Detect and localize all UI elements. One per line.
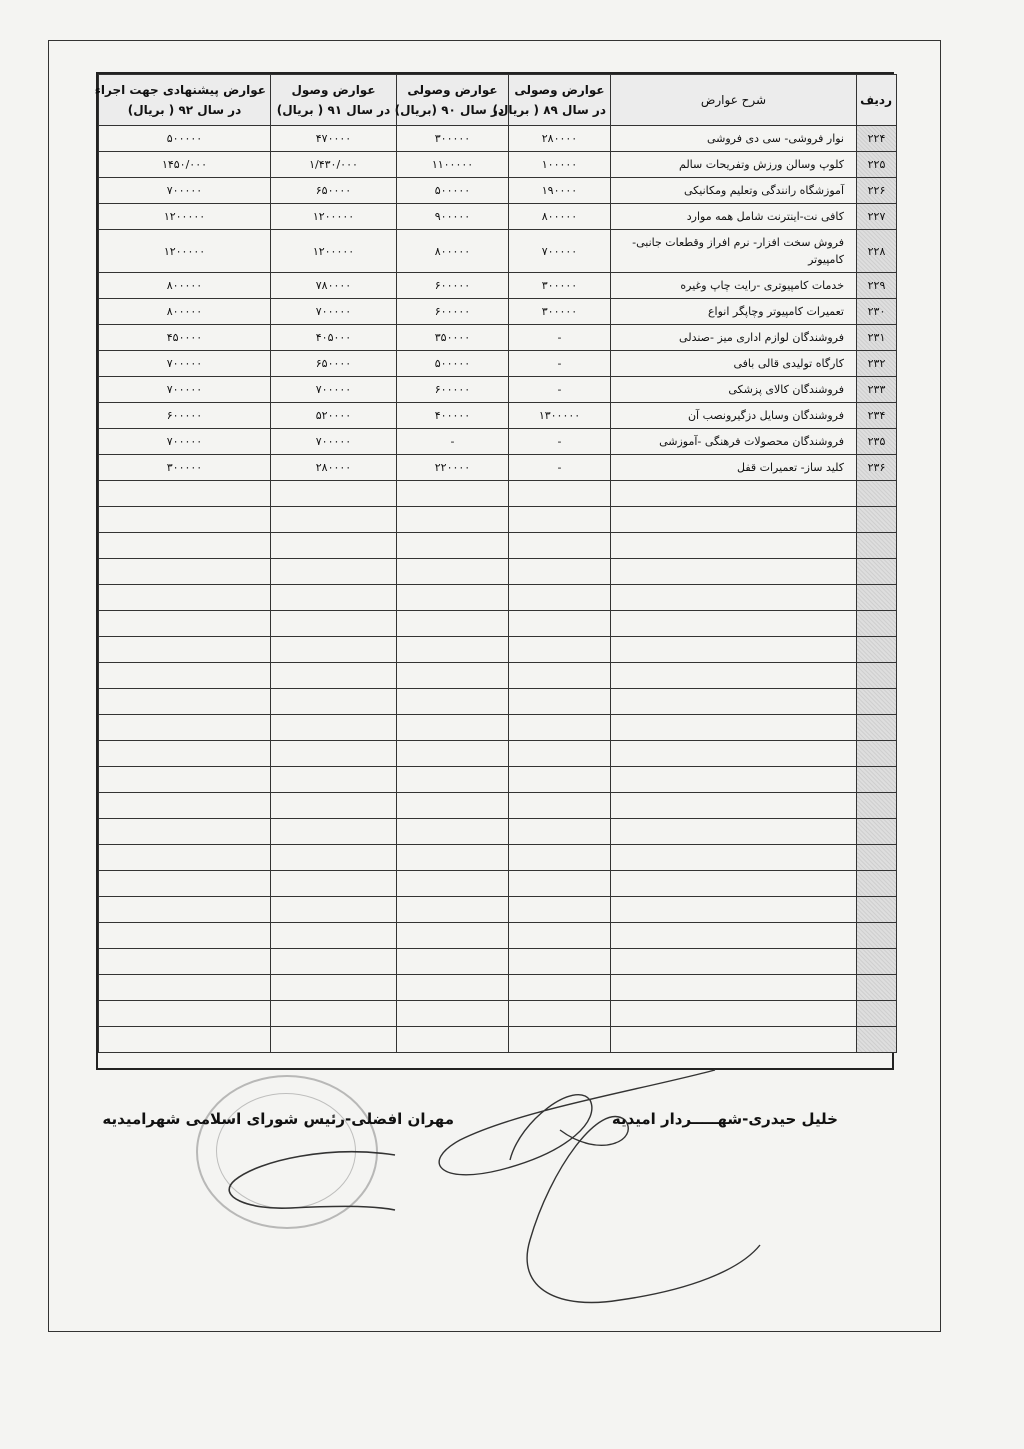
council-head-signature-caption: مهران افضلی-رئیس شورای اسلامی شهرامیدیه (102, 1110, 454, 1128)
cell-year-92: ۷۰۰۰۰۰ (99, 178, 271, 204)
empty-cell (509, 845, 611, 871)
cell-year-89: ۸۰۰۰۰۰ (509, 204, 611, 230)
empty-cell (857, 637, 897, 663)
cell-year-92: ۳۰۰۰۰۰ (99, 455, 271, 481)
empty-cell (611, 507, 857, 533)
header-year-92-subtitle: در سال ۹۲ ( بریال) (127, 103, 242, 117)
empty-table-row (99, 949, 897, 975)
table-row (99, 429, 897, 455)
empty-cell (857, 949, 897, 975)
header-year-91-title: عوارض وصول (291, 83, 376, 97)
empty-cell (509, 663, 611, 689)
empty-cell (271, 1027, 397, 1053)
cell-year-92: ۴۵۰۰۰۰ (99, 325, 271, 351)
empty-cell (857, 923, 897, 949)
cell-year-91: ۷۰۰۰۰۰ (271, 429, 397, 455)
empty-cell (397, 845, 509, 871)
cell-year-89: ۳۰۰۰۰۰ (509, 273, 611, 299)
empty-cell (271, 767, 397, 793)
empty-table-row (99, 975, 897, 1001)
empty-cell (99, 507, 271, 533)
header-year-91-subtitle: در سال ۹۱ ( بریال) (276, 103, 391, 117)
empty-cell (509, 637, 611, 663)
empty-cell (99, 923, 271, 949)
empty-table-row (99, 663, 897, 689)
empty-cell (99, 715, 271, 741)
cell-year-90: ۹۰۰۰۰۰ (397, 204, 509, 230)
empty-cell (509, 897, 611, 923)
empty-table-row (99, 481, 897, 507)
cell-year-91: ۱۲۰۰۰۰۰ (271, 230, 397, 273)
header-row-number: ردیف (857, 75, 897, 126)
empty-cell (271, 923, 397, 949)
empty-cell (271, 1001, 397, 1027)
cell-year-89: - (509, 325, 611, 351)
empty-cell (611, 533, 857, 559)
empty-cell (857, 819, 897, 845)
empty-cell (99, 533, 271, 559)
cell-year-91: ۱/۴۳۰/۰۰۰ (271, 152, 397, 178)
empty-table-row (99, 1001, 897, 1027)
empty-cell (857, 663, 897, 689)
table-row (99, 351, 897, 377)
empty-cell (509, 481, 611, 507)
table-row (99, 152, 897, 178)
cell-year-90: ۲۲۰۰۰۰ (397, 455, 509, 481)
row-number: ۲۳۲ (857, 351, 897, 377)
empty-table-row (99, 715, 897, 741)
cell-year-89: - (509, 351, 611, 377)
cell-year-92: ۸۰۰۰۰۰ (99, 273, 271, 299)
empty-cell (611, 559, 857, 585)
cell-year-90: ۵۰۰۰۰۰ (397, 178, 509, 204)
empty-cell (857, 1001, 897, 1027)
empty-cell (99, 793, 271, 819)
empty-cell (509, 741, 611, 767)
cell-year-91: ۶۵۰۰۰۰ (271, 178, 397, 204)
empty-cell (271, 585, 397, 611)
table-row (99, 273, 897, 299)
empty-cell (509, 871, 611, 897)
empty-cell (509, 975, 611, 1001)
cell-year-92: ۱۴۵۰/۰۰۰ (99, 152, 271, 178)
empty-cell (857, 871, 897, 897)
empty-cell (271, 897, 397, 923)
empty-table-row (99, 897, 897, 923)
cell-year-92: ۶۰۰۰۰۰ (99, 403, 271, 429)
row-number: ۲۲۷ (857, 204, 897, 230)
empty-table-row (99, 767, 897, 793)
cell-year-90: ۶۰۰۰۰۰ (397, 273, 509, 299)
cell-year-90: ۳۵۰۰۰۰ (397, 325, 509, 351)
empty-table-row (99, 689, 897, 715)
cell-year-91: ۶۵۰۰۰۰ (271, 351, 397, 377)
row-number: ۲۳۴ (857, 403, 897, 429)
empty-cell (99, 559, 271, 585)
cell-year-90: - (397, 429, 509, 455)
empty-cell (509, 923, 611, 949)
empty-cell (611, 637, 857, 663)
empty-cell (271, 533, 397, 559)
row-number: ۲۳۳ (857, 377, 897, 403)
header-year-90-title: عوارض وصولی (407, 83, 498, 97)
empty-cell (99, 1027, 271, 1053)
empty-cell (611, 767, 857, 793)
cell-year-91: ۲۸۰۰۰۰ (271, 455, 397, 481)
empty-cell (99, 767, 271, 793)
cell-year-91: ۷۰۰۰۰۰ (271, 299, 397, 325)
empty-cell (611, 689, 857, 715)
table-row (99, 325, 897, 351)
empty-table-row (99, 507, 897, 533)
row-description: فروشندگان وسایل دزگیرونصب آن (611, 403, 857, 429)
cell-year-90: ۵۰۰۰۰۰ (397, 351, 509, 377)
empty-cell (271, 611, 397, 637)
empty-cell (99, 585, 271, 611)
empty-cell (611, 793, 857, 819)
empty-cell (397, 897, 509, 923)
empty-cell (99, 1001, 271, 1027)
header-year-90-subtitle: در سال ۹۰ (بریال) (394, 103, 504, 117)
row-number: ۲۳۱ (857, 325, 897, 351)
empty-cell (271, 845, 397, 871)
official-stamp (196, 1075, 378, 1229)
empty-cell (509, 819, 611, 845)
empty-cell (857, 793, 897, 819)
empty-cell (397, 741, 509, 767)
row-description: خدمات کامپیوتری -رایت چاپ وغیره (611, 273, 857, 299)
cell-year-89: - (509, 377, 611, 403)
empty-cell (509, 689, 611, 715)
empty-cell (271, 871, 397, 897)
empty-cell (397, 715, 509, 741)
header-year-92-title: عوارض پیشنهادی جهت اجراء (94, 83, 266, 97)
empty-cell (509, 1001, 611, 1027)
empty-table-row (99, 533, 897, 559)
table-row (99, 178, 897, 204)
row-description: فروش سخت افزار- نرم افراز وقطعات جانبی- کامپیوتر (611, 230, 857, 273)
empty-cell (857, 975, 897, 1001)
empty-cell (611, 949, 857, 975)
row-description: آموزشگاه رانندگی وتعلیم ومکانیکی (611, 178, 857, 204)
cell-year-89: ۲۸۰۰۰۰ (509, 126, 611, 152)
empty-cell (99, 949, 271, 975)
empty-cell (611, 975, 857, 1001)
empty-cell (397, 611, 509, 637)
empty-cell (611, 715, 857, 741)
header-year-92 (94, 75, 271, 126)
empty-cell (611, 819, 857, 845)
empty-cell (509, 585, 611, 611)
empty-cell (397, 1001, 509, 1027)
empty-cell (857, 767, 897, 793)
empty-cell (509, 533, 611, 559)
empty-cell (271, 663, 397, 689)
empty-cell (99, 637, 271, 663)
row-description: فروشندگان محصولات فرهنگی -آموزشی (611, 429, 857, 455)
row-description: کلوپ وسالن ورزش وتفریحات سالم (611, 152, 857, 178)
row-description: فروشندگان لوازم اداری میز -صندلی (611, 325, 857, 351)
row-description: فروشندگان کالای پزشکی (611, 377, 857, 403)
empty-cell (271, 741, 397, 767)
empty-table-row (99, 819, 897, 845)
empty-cell (397, 949, 509, 975)
cell-year-92: ۷۰۰۰۰۰ (99, 351, 271, 377)
empty-cell (397, 793, 509, 819)
empty-cell (857, 1027, 897, 1053)
table-row (99, 230, 897, 273)
empty-cell (99, 897, 271, 923)
empty-cell (611, 611, 857, 637)
cell-year-90: ۸۰۰۰۰۰ (397, 230, 509, 273)
table-row (99, 403, 897, 429)
cell-year-90: ۶۰۰۰۰۰ (397, 299, 509, 325)
empty-cell (99, 819, 271, 845)
empty-cell (611, 923, 857, 949)
row-description: تعمیرات کامپیوتر وچاپگر انواع (611, 299, 857, 325)
cell-year-91: ۱۲۰۰۰۰۰ (271, 204, 397, 230)
empty-cell (397, 533, 509, 559)
row-number: ۲۲۵ (857, 152, 897, 178)
empty-cell (397, 767, 509, 793)
empty-cell (99, 481, 271, 507)
empty-cell (509, 767, 611, 793)
empty-cell (397, 689, 509, 715)
fees-table-container (96, 72, 894, 1070)
row-number: ۲۳۶ (857, 455, 897, 481)
empty-cell (99, 845, 271, 871)
cell-year-91: ۵۲۰۰۰۰ (271, 403, 397, 429)
row-number: ۲۲۴ (857, 126, 897, 152)
empty-cell (611, 663, 857, 689)
table-row (99, 299, 897, 325)
empty-cell (397, 637, 509, 663)
cell-year-91: ۴۰۵۰۰۰ (271, 325, 397, 351)
empty-cell (397, 507, 509, 533)
cell-year-89: ۳۰۰۰۰۰ (509, 299, 611, 325)
empty-cell (611, 1027, 857, 1053)
header-year-89-subtitle: در سال ۸۹ ( بریال) (492, 103, 606, 117)
empty-cell (271, 793, 397, 819)
fees-table (94, 74, 897, 1053)
empty-cell (397, 975, 509, 1001)
empty-cell (611, 897, 857, 923)
row-number: ۲۳۵ (857, 429, 897, 455)
empty-cell (857, 741, 897, 767)
cell-year-91: ۷۸۰۰۰۰ (271, 273, 397, 299)
header-year-91 (271, 75, 397, 126)
mayor-signature-caption: خلیل حیدری-شهـــــردار امیدیه (611, 1110, 838, 1128)
cell-year-90: ۱۱۰۰۰۰۰ (397, 152, 509, 178)
empty-cell (857, 845, 897, 871)
empty-cell (271, 481, 397, 507)
table-row (99, 204, 897, 230)
cell-year-89: - (509, 455, 611, 481)
empty-cell (611, 845, 857, 871)
empty-cell (397, 559, 509, 585)
empty-cell (271, 819, 397, 845)
row-description: کارگاه تولیدی قالی بافی (611, 351, 857, 377)
empty-table-row (99, 871, 897, 897)
cell-year-92: ۷۰۰۰۰۰ (99, 377, 271, 403)
empty-table-row (99, 741, 897, 767)
empty-cell (509, 611, 611, 637)
table-row (99, 455, 897, 481)
empty-cell (611, 871, 857, 897)
cell-year-92: ۷۰۰۰۰۰ (99, 429, 271, 455)
row-description: نوار فروشی- سی دی فروشی (611, 126, 857, 152)
cell-year-91: ۷۰۰۰۰۰ (271, 377, 397, 403)
empty-cell (99, 741, 271, 767)
empty-cell (611, 585, 857, 611)
header-year-90 (394, 75, 509, 126)
empty-table-row (99, 611, 897, 637)
empty-cell (397, 923, 509, 949)
empty-cell (509, 949, 611, 975)
table-row (99, 126, 897, 152)
cell-year-89: ۱۳۰۰۰۰۰ (509, 403, 611, 429)
table-row (99, 377, 897, 403)
empty-cell (509, 793, 611, 819)
empty-cell (99, 689, 271, 715)
empty-cell (397, 481, 509, 507)
empty-cell (857, 507, 897, 533)
cell-year-92: ۱۲۰۰۰۰۰ (99, 230, 271, 273)
empty-table-row (99, 585, 897, 611)
row-number: ۲۲۶ (857, 178, 897, 204)
empty-cell (509, 715, 611, 741)
row-description: کافی نت-اینترنت شامل همه موارد (611, 204, 857, 230)
cell-year-89: ۱۹۰۰۰۰ (509, 178, 611, 204)
row-number: ۲۳۰ (857, 299, 897, 325)
empty-cell (271, 715, 397, 741)
cell-year-91: ۴۷۰۰۰۰ (271, 126, 397, 152)
cell-year-92: ۵۰۰۰۰۰ (99, 126, 271, 152)
empty-cell (99, 975, 271, 1001)
empty-cell (271, 949, 397, 975)
empty-cell (857, 689, 897, 715)
empty-cell (397, 663, 509, 689)
empty-cell (99, 663, 271, 689)
empty-cell (271, 507, 397, 533)
empty-cell (509, 1027, 611, 1053)
empty-table-row (99, 559, 897, 585)
empty-cell (611, 741, 857, 767)
empty-cell (509, 559, 611, 585)
empty-table-row (99, 923, 897, 949)
empty-cell (271, 637, 397, 663)
empty-table-row (99, 793, 897, 819)
empty-cell (397, 819, 509, 845)
empty-cell (611, 1001, 857, 1027)
empty-table-row (99, 1027, 897, 1053)
table-header-row (99, 75, 897, 126)
empty-cell (99, 871, 271, 897)
empty-cell (271, 559, 397, 585)
empty-cell (611, 481, 857, 507)
empty-cell (857, 481, 897, 507)
empty-cell (857, 585, 897, 611)
header-year-89-title: عوارض وصولی (514, 83, 605, 97)
cell-year-90: ۴۰۰۰۰۰ (397, 403, 509, 429)
empty-table-row (99, 637, 897, 663)
cell-year-90: ۶۰۰۰۰۰ (397, 377, 509, 403)
empty-cell (271, 689, 397, 715)
empty-cell (857, 611, 897, 637)
empty-table-row (99, 845, 897, 871)
cell-year-90: ۳۰۰۰۰۰ (397, 126, 509, 152)
empty-cell (271, 975, 397, 1001)
header-description: شرح عوارض (611, 75, 857, 126)
empty-cell (857, 533, 897, 559)
empty-cell (99, 611, 271, 637)
row-description: کلید ساز- تعمیرات قفل (611, 455, 857, 481)
empty-cell (397, 871, 509, 897)
cell-year-89: ۱۰۰۰۰۰ (509, 152, 611, 178)
row-number: ۲۲۹ (857, 273, 897, 299)
cell-year-92: ۱۲۰۰۰۰۰ (99, 204, 271, 230)
header-year-89 (492, 75, 611, 126)
empty-cell (397, 585, 509, 611)
empty-cell (509, 507, 611, 533)
row-number: ۲۲۸ (857, 230, 897, 273)
cell-year-89: - (509, 429, 611, 455)
empty-cell (857, 559, 897, 585)
cell-year-92: ۸۰۰۰۰۰ (99, 299, 271, 325)
empty-cell (397, 1027, 509, 1053)
empty-cell (857, 715, 897, 741)
empty-cell (857, 897, 897, 923)
cell-year-89: ۷۰۰۰۰۰ (509, 230, 611, 273)
